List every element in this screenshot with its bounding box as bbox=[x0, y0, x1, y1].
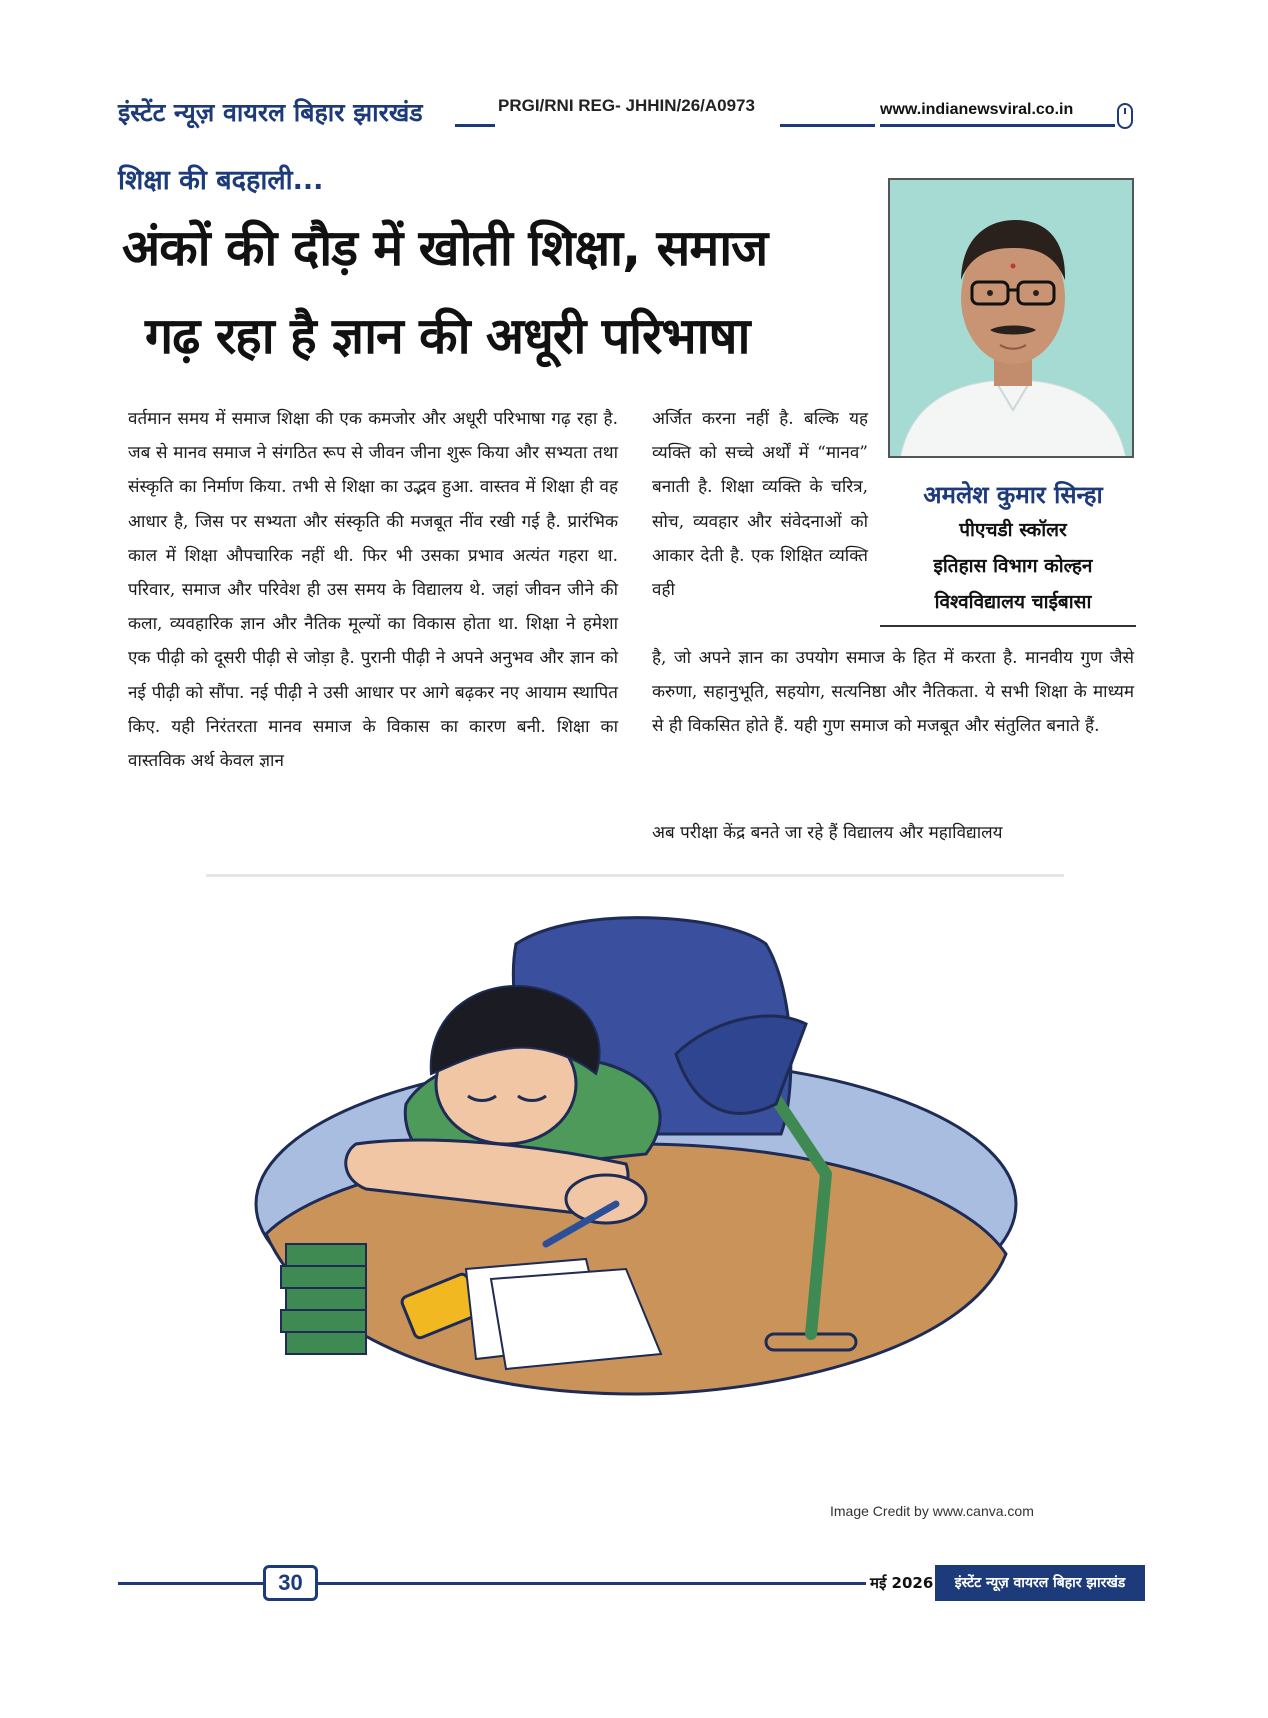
illustration bbox=[206, 874, 1064, 1524]
author-name: अमलेश कुमार सिन्हा bbox=[923, 481, 1103, 509]
author-title: पीएचडी स्कॉलर bbox=[959, 519, 1067, 541]
author-university: विश्वविद्यालय चाईबासा bbox=[934, 591, 1092, 613]
author-department: इतिहास विभाग कोल्हन bbox=[933, 555, 1093, 577]
headline-line-2: गढ़ रहा है ज्ञान की अधूरी परिभाषा bbox=[145, 307, 750, 365]
registration-number: PRGI/RNI REG- JHHIN/26/A0973 bbox=[498, 96, 755, 115]
image-credit: Image Credit by www.canva.com bbox=[830, 1503, 1034, 1519]
header-rule-right bbox=[780, 124, 875, 127]
footer-rule-middle bbox=[318, 1582, 866, 1585]
footer-rule-left bbox=[118, 1582, 263, 1585]
mouse-icon bbox=[1117, 103, 1133, 129]
footer-brand: इंस्टेंट न्यूज़ वायरल बिहार झारखंड bbox=[935, 1565, 1145, 1601]
page-number: 30 bbox=[263, 1565, 318, 1601]
website-url[interactable]: www.indianewsviral.co.in bbox=[880, 101, 1074, 118]
url-underline bbox=[880, 124, 1115, 127]
issue-date: मई 2026 bbox=[870, 1574, 934, 1592]
body-column-2: अर्जित करना नहीं है. बल्कि यह व्यक्ति को सच्चे अर्थों में “मानव” बनाती है. शिक्षा व्यक्ति के चरित्र, सोच, व्यवहार और संवेदनाओं को आकार देती है. एक शिक्षित व्यक्ति वही bbox=[652, 409, 868, 601]
kicker: शिक्षा की बदहाली... bbox=[118, 165, 324, 196]
body-column-1: वर्तमान समय में समाज शिक्षा की एक कमजोर और अधूरी परिभाषा गढ़ रहा है. जब से मानव समाज ने संगठित रूप से जीवन जीना शुरू किया और सभ्यता तथा संस्कृति का निर्माण किया. तभी से शिक्षा का उद्भव हुआ. वास्तव में शिक्षा ही वह आधार है, जिस पर सभ्यता और संस्कृति की मजबूत नींव रखी गई है. प्रारंभिक काल में शिक्षा औपचारिक नहीं थी. फिर भी उसका प्रभाव अत्यंत गहरा था. परिवार, समाज और परिवेश ही उस समय के विद्यालय थे. जहां जीवन जीने की कला, व्यवहारिक ज्ञान और नैतिक मूल्यों का विकास होता था. शिक्षा ने हमेशा एक पीढ़ी को दूसरी पीढ़ी से जोड़ा है. पुरानी पीढ़ी ने अपने अनुभव और ज्ञान को नई पीढ़ी को सौंपा. नई पीढ़ी ने उसी आधार पर आगे बढ़कर नए आयाम स्थापित किए. यही निरंतरता मानव समाज के विकास का कारण बनी. शिक्षा का वास्तविक अर्थ केवल ज्ञान bbox=[128, 409, 618, 772]
author-portrait-illustration bbox=[890, 180, 1134, 458]
sleeping-student-illustration bbox=[206, 874, 1064, 1524]
body-column-3: है, जो अपने ज्ञान का उपयोग समाज के हित में करता है. मानवीय गुण जैसे करुणा, सहानुभूति, सहयोग, सत्यनिष्ठा और नैतिकता. ये सभी शिक्षा के माध्यम से ही विकसित होते हैं. यही गुण समाज को मजबूत और संतुलित बनाते हैं. bbox=[652, 648, 1134, 737]
header-rule-left bbox=[455, 124, 495, 127]
headline-line-1: अंकों की दौड़ में खोती शिक्षा, समाज bbox=[122, 219, 768, 277]
author-divider bbox=[880, 625, 1136, 627]
masthead-brand: इंस्टेंट न्यूज़ वायरल बिहार झारखंड bbox=[118, 98, 423, 127]
subheading: अब परीक्षा केंद्र बनते जा रहे हैं विद्यालय और महाविद्यालय bbox=[652, 823, 1003, 843]
author-photo bbox=[888, 178, 1134, 458]
